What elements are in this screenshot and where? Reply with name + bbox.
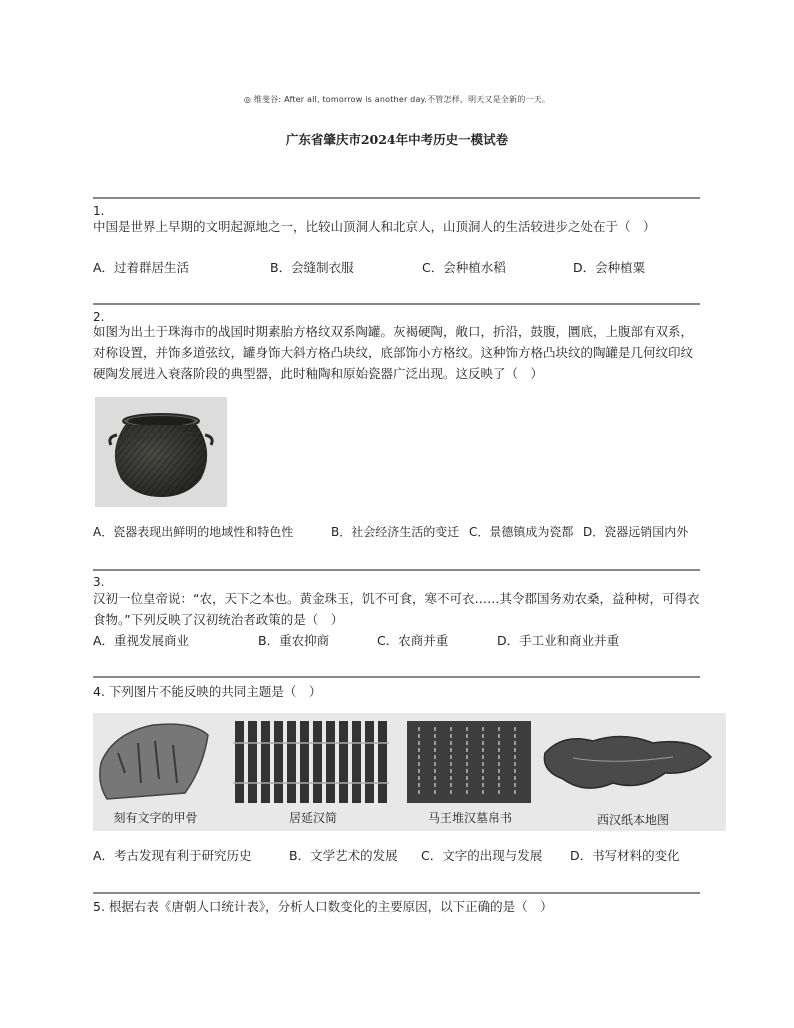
option-c[interactable]: C．景德镇成为瓷都 [469,525,574,539]
question-4-text: 4. 下列图片不能反映的共同主题是（ ） [93,684,322,699]
option-d[interactable]: D．会种植粟 [573,260,646,275]
option-b[interactable]: B．会缝制衣服 [270,260,354,275]
caption-paper-map: 西汉纸本地图 [596,813,669,827]
option-d[interactable]: D．手工业和商业并重 [497,633,620,648]
question-2-text: 如图为出土于珠海市的战国时期素胎方格纹双系陶罐。灰褐硬陶，敞口，折沿，鼓腹，圜底，上腹部有双系，对称设置，并饰多道弦纹，罐身饰大斜方格凸块纹，底部饰小方格纹。这种饰方格凸块纹的陶罐是几何纹印纹硬陶发展进入衰落阶段的典型器，此时釉陶和原始瓷器广泛出现。这反映了（ ） [93,324,694,381]
option-d[interactable]: D．书写材料的变化 [570,848,680,863]
option-c[interactable]: C．文字的出现与发展 [421,848,543,863]
option-d[interactable]: D．瓷器远销国内外 [583,525,689,539]
caption-bamboo-slips: 居延汉简 [288,811,337,825]
option-b[interactable]: B．重农抑商 [258,633,330,648]
header-note: ◎ 维斐谷: After all, tomorrow is another day.不管怎样，明天又是全新的一天。 [243,95,551,104]
caption-silk-manuscript: 马王堆汉墓帛书 [427,811,512,825]
option-a[interactable]: A．重视发展商业 [93,633,190,648]
option-a[interactable]: A．考古发现有利于研究历史 [93,848,252,863]
option-a[interactable]: A．过着群居生活 [93,260,190,275]
writing-materials-image [93,713,726,831]
option-c[interactable]: C．农商并重 [377,633,449,648]
question-5-text: 5. 根据右表《唐朝人口统计表》，分析人口数变化的主要原因，以下正确的是（ ） [93,899,553,914]
question-3-text: 汉初一位皇帝说：“农，天下之本也。黄金珠玉，饥不可食，寒不可衣……其令郡国务劝农桑，益种树，可得衣食物。”下列反映了汉初统治者政策的是（ ） [93,591,700,627]
divider [93,676,700,678]
question-1-number: 1. [93,204,105,218]
pottery-jar-icon [95,397,227,507]
divider [93,569,700,571]
divider [93,197,700,199]
pottery-jar-image [95,397,227,507]
question-3-number: 3. [93,575,105,589]
divider [93,303,700,305]
caption-oracle-bone: 刻有文字的甲骨 [113,811,198,825]
divider [93,892,700,894]
option-c[interactable]: C．会种植水稻 [422,260,506,275]
question-2-number: 2. [93,310,105,324]
option-b[interactable]: B．文学艺术的发展 [289,848,398,863]
option-b[interactable]: B．社会经济生活的变迁 [331,525,460,539]
page-title: 广东省肇庆市2024年中考历史一模试卷 [285,132,509,147]
option-a[interactable]: A．瓷器表现出鲜明的地域性和特色性 [93,525,294,539]
question-1-text: 中国是世界上早期的文明起源地之一，比较山顶洞人和北京人，山顶洞人的生活较进步之处在于（ ） [93,219,656,234]
silk-manuscript-icon [407,721,531,803]
